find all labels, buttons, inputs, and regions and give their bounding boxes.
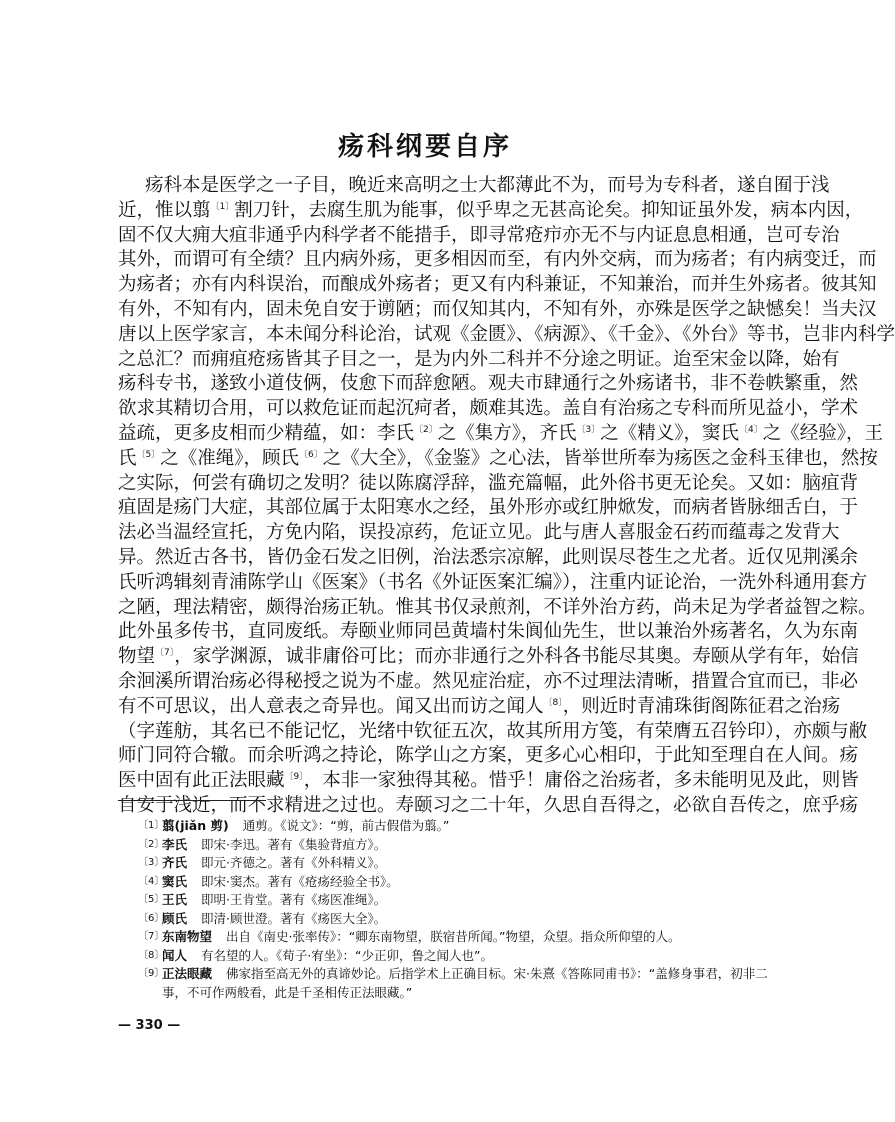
footnote-marker: 〔7〕 xyxy=(155,648,175,659)
text-line: 师门同符合辙。而余听鸿之持论，陈学山之方案，更多心心相印，于此知至理自在人间。疡 xyxy=(118,745,859,767)
footnote-item xyxy=(138,891,778,910)
text-line: 近，惟以翦$^{〔1〕}$割刀针，去腐生肌为能事，似乎卑之无甚高论矣。抑知证虽外发，病本内因， xyxy=(118,199,864,221)
footnotes xyxy=(138,817,778,1002)
footnote-content xyxy=(162,873,778,892)
footnote-content xyxy=(162,891,778,910)
footnote-term: 正法眼藏 xyxy=(162,966,213,981)
footnote-item xyxy=(138,965,778,1002)
footnote-text: 即元·齐德之。著有《外科精义》。 xyxy=(201,855,387,870)
footnote-term: 顾氏 xyxy=(162,910,188,926)
footnote-text: 即宋·李迅。著有《集验背疽方》。 xyxy=(201,836,387,852)
text-line: 物望$^{〔7〕}$，家学渊源，诚非庸俗可比；而亦非通行之外科各书能尽其奥。寿颐从学有年，始信 xyxy=(118,646,859,668)
footnote-text: 出自《南史·张率传》：“卿东南物望，朕宿昔所闻。”物望，众望。指众所仰望的人。 xyxy=(226,929,681,944)
footnote-item xyxy=(138,836,778,855)
footnote-marker: 〔6〕 xyxy=(299,449,323,460)
footnote-item xyxy=(138,817,778,836)
footnote-item xyxy=(138,928,778,947)
footnote-content xyxy=(162,947,778,966)
footnote-content xyxy=(162,817,778,836)
text-line: 固不仅大痈大疽非通乎内科学者不能措手，即寻常疮疖亦无不与内证息息相通，岂可专治 xyxy=(118,224,840,246)
footnote-marker: 〔8〕 xyxy=(543,697,563,708)
footnote-term: 闻人 xyxy=(162,947,188,963)
footnote-number: 〔8〕 xyxy=(138,949,165,961)
text-line: 欲求其精切合用，可以救危证而起沉疴者，颇难其选。盖自有治疡之专科而所见益小，学术 xyxy=(118,398,859,420)
text-line: 其外，而谓可有全绩？且内病外疡，更多相因而至，有内外交病，而为疡者；有内病变迁，而 xyxy=(118,249,877,271)
footnote-term: 李氏 xyxy=(162,836,188,852)
footnote-item xyxy=(138,854,778,873)
footnote-term: 翦(jiǎn 剪) xyxy=(162,818,229,833)
footnote-term: 窦氏 xyxy=(162,873,188,889)
footnote-number: 〔3〕 xyxy=(138,857,165,868)
footnote-text: 即清·顾世澄。著有《疡医大全》。 xyxy=(201,910,387,926)
page-title: 疡科纲要自序 xyxy=(337,132,512,162)
text-line: 余洄溪所谓治疡必得秘授之说为不虚。然见症治症，亦不过理法清晰，措置合宜而已，非必 xyxy=(118,670,859,692)
footnote-term: 王氏 xyxy=(162,892,188,907)
text-line: 氏听鸿辑刻青浦陈学山《医案》（书名《外证医案汇编》），注重内证论治，一洗外科通用套方 xyxy=(118,571,868,593)
footnote-term: 齐氏 xyxy=(162,855,188,870)
footnote-text: 通剪。《说文》：“剪，前古假借为翦。” xyxy=(242,818,450,833)
footnote-marker: 〔1〕 xyxy=(210,201,235,212)
text-line: 有不可思议，出人意表之奇异也。闻又出而访之闻人$^{〔8〕}$，则近时青浦珠街阁陈征君之治疡 xyxy=(118,695,841,717)
text-line: 疽固是疡门大症，其部位属于太阳寒水之经，虽外形亦或红肿焮发，而病者皆脉细舌白，于 xyxy=(118,497,859,519)
footnote-number: 〔6〕 xyxy=(138,912,165,924)
footnote-number: 〔9〕 xyxy=(138,968,165,979)
text-line: 氏$^{〔5〕}$之《准绳》，顾氏$^{〔6〕}$之《大全》，《金鉴》之心法，皆举世所奉为疡医之金科玉律也，然按 xyxy=(118,447,878,469)
text-line: 异。然近古各书，皆仍金石发之旧例，治法悉宗凉解，此则误尽苍生之尤者。近仅见荆溪余 xyxy=(118,546,859,568)
preface-body xyxy=(118,174,895,819)
page-number: — 330 — xyxy=(118,1018,181,1033)
text-line: 疡科专书，遂致小道伎俩，伎愈下而辞愈陋。观夫市肆通行之外疡诸书，非不卷帙繁重，然 xyxy=(118,373,859,395)
text-line: 法必当温经宣托，方免内陷，误投凉药，危证立见。此与唐人喜服金石药而蕴毒之发背大 xyxy=(118,522,840,544)
text-line: 有外，不知有内，固未免自安于谫陋；而仅知其内，不知有外，亦殊是医学之缺憾矣！当夫汉 xyxy=(118,298,877,320)
footnote-marker: 〔4〕 xyxy=(739,424,763,435)
text-line: 之实际，何尝有确切之发明？徒以陈腐浮辞，滥充篇幅，此外俗书更无论矣。又如：脑疽背 xyxy=(118,472,859,494)
footnote-text: 即宋·窦杰。著有《疮疡经验全书》。 xyxy=(201,873,399,889)
text-line: 此外虽多传书，直同废纸。寿颐业师同邑黄墙村朱阆仙先生，世以兼治外疡著名，久为东南 xyxy=(118,621,859,643)
text-line: （字莲舫，其名已不能记忆，光绪中钦征五次，故其所用方笺，有荣膺五召钤印），亦颇与敝 xyxy=(118,720,868,742)
footnote-text: 即明·王肯堂。著有《疡医准绳》。 xyxy=(201,892,387,907)
footnote-number: 〔2〕 xyxy=(138,838,165,850)
footnote-number: 〔7〕 xyxy=(138,931,165,942)
footnote-item xyxy=(138,910,778,929)
footnote-content xyxy=(162,836,778,855)
text-line: 之陋，理法精密，颇得治疡正轨。惟其书仅录煎剂，不详外治方药，尚未足为学者益智之粽。 xyxy=(118,596,877,618)
footnote-marker: 〔3〕 xyxy=(576,424,601,435)
text-line: 为疡者；亦有内科误治，而酿成外疡者；更又有内科兼证，不知兼治，而并生外疡者。彼其知 xyxy=(118,274,877,296)
footnote-content xyxy=(162,854,778,873)
footnote-content xyxy=(162,910,778,929)
footnote-number: 〔4〕 xyxy=(138,875,165,887)
footnote-text: 有名望的人。《荀子·宥坐》：“少正卯，鲁之闻人也”。 xyxy=(201,947,493,963)
text-line: 唐以上医学家言，本未闻分科论治，试观《金匮》、《病源》、《千金》、《外台》等书，岂非内科学 xyxy=(118,323,895,345)
footnote-divider xyxy=(118,800,266,801)
text-line: 疡科本是医学之一子目，晚近来高明之士大都薄此不为，而号为专科者，遂自囿于浅 xyxy=(145,175,830,196)
footnote-term: 东南物望 xyxy=(162,929,213,944)
text-line: 之总汇？而痈疽疮疡皆其子目之一，是为内外二科并不分途之明证。迨至宋金以降，始有 xyxy=(118,348,840,370)
footnote-number: 〔5〕 xyxy=(138,894,165,905)
footnote-number: 〔1〕 xyxy=(138,820,165,831)
footnote-content xyxy=(162,928,778,947)
footnote-marker: 〔5〕 xyxy=(136,449,161,460)
text-line: 医中固有此正法眼藏$^{〔9〕}$，本非一家独得其秘。惜乎！庸俗之治疡者，多未能明见及此，则皆 xyxy=(118,770,859,792)
footnote-text: 佛家指至高无外的真谛妙论。后指学术上正确目标。宋·朱熹《答陈同甫书》：“盖修身事君，初非二事，不可作两般看，此是千圣相传正法眼藏。” xyxy=(162,966,768,1000)
footnote-marker: 〔2〕 xyxy=(414,424,438,435)
footnote-item xyxy=(138,947,778,966)
text-line: 益疏，更多皮相而少精蕴，如：李氏$^{〔2〕}$之《集方》，齐氏$^{〔3〕}$之《精义》，窦氏$^{〔4〕}$之《经验》，王 xyxy=(118,422,884,444)
footnote-item xyxy=(138,873,778,892)
footnote-content xyxy=(162,965,778,1002)
text-line: 自安于浅近，而不求精进之过也。寿颐习之二十年，久思自吾得之，必欲自吾传之，庶乎疡 xyxy=(118,794,859,816)
footnote-marker: 〔9〕 xyxy=(284,772,304,783)
